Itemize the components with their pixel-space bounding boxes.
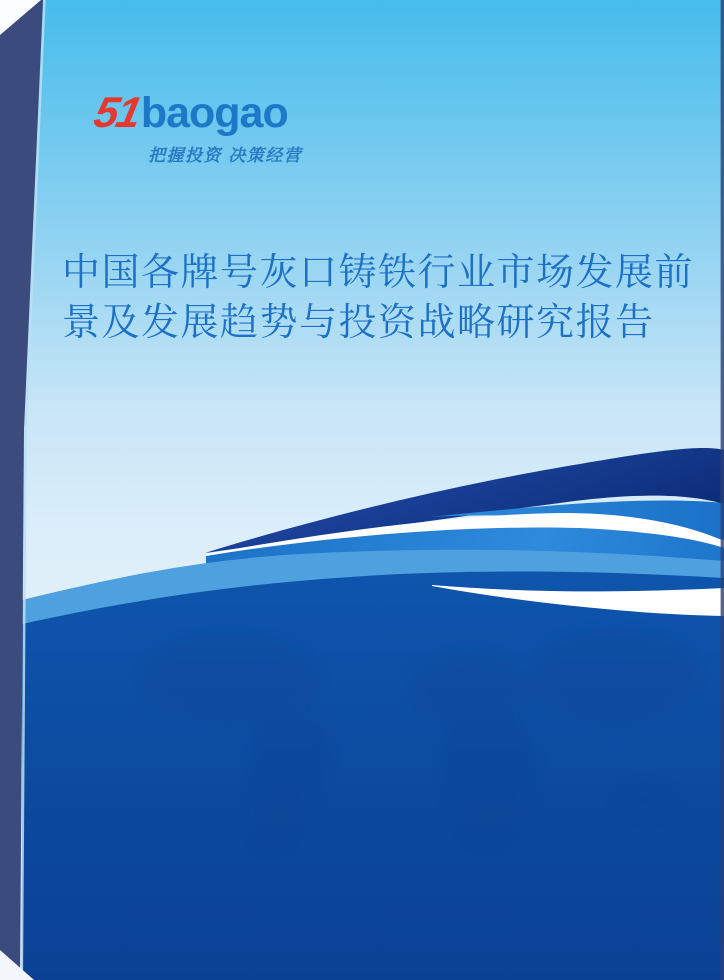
logo-wordmark: baogao xyxy=(140,89,288,137)
title-line-2: 景及发展趋势与投资战略研究报告 xyxy=(62,302,655,344)
report-title xyxy=(62,248,712,348)
page-edge-right xyxy=(721,0,724,980)
brand-logo xyxy=(89,89,288,137)
title-line-1: 中国各牌号灰口铸铁行业市场发展前 xyxy=(62,252,695,294)
logo-tagline: 把握投资 决策经营 xyxy=(148,146,303,165)
logo-number: 51 xyxy=(89,89,144,137)
